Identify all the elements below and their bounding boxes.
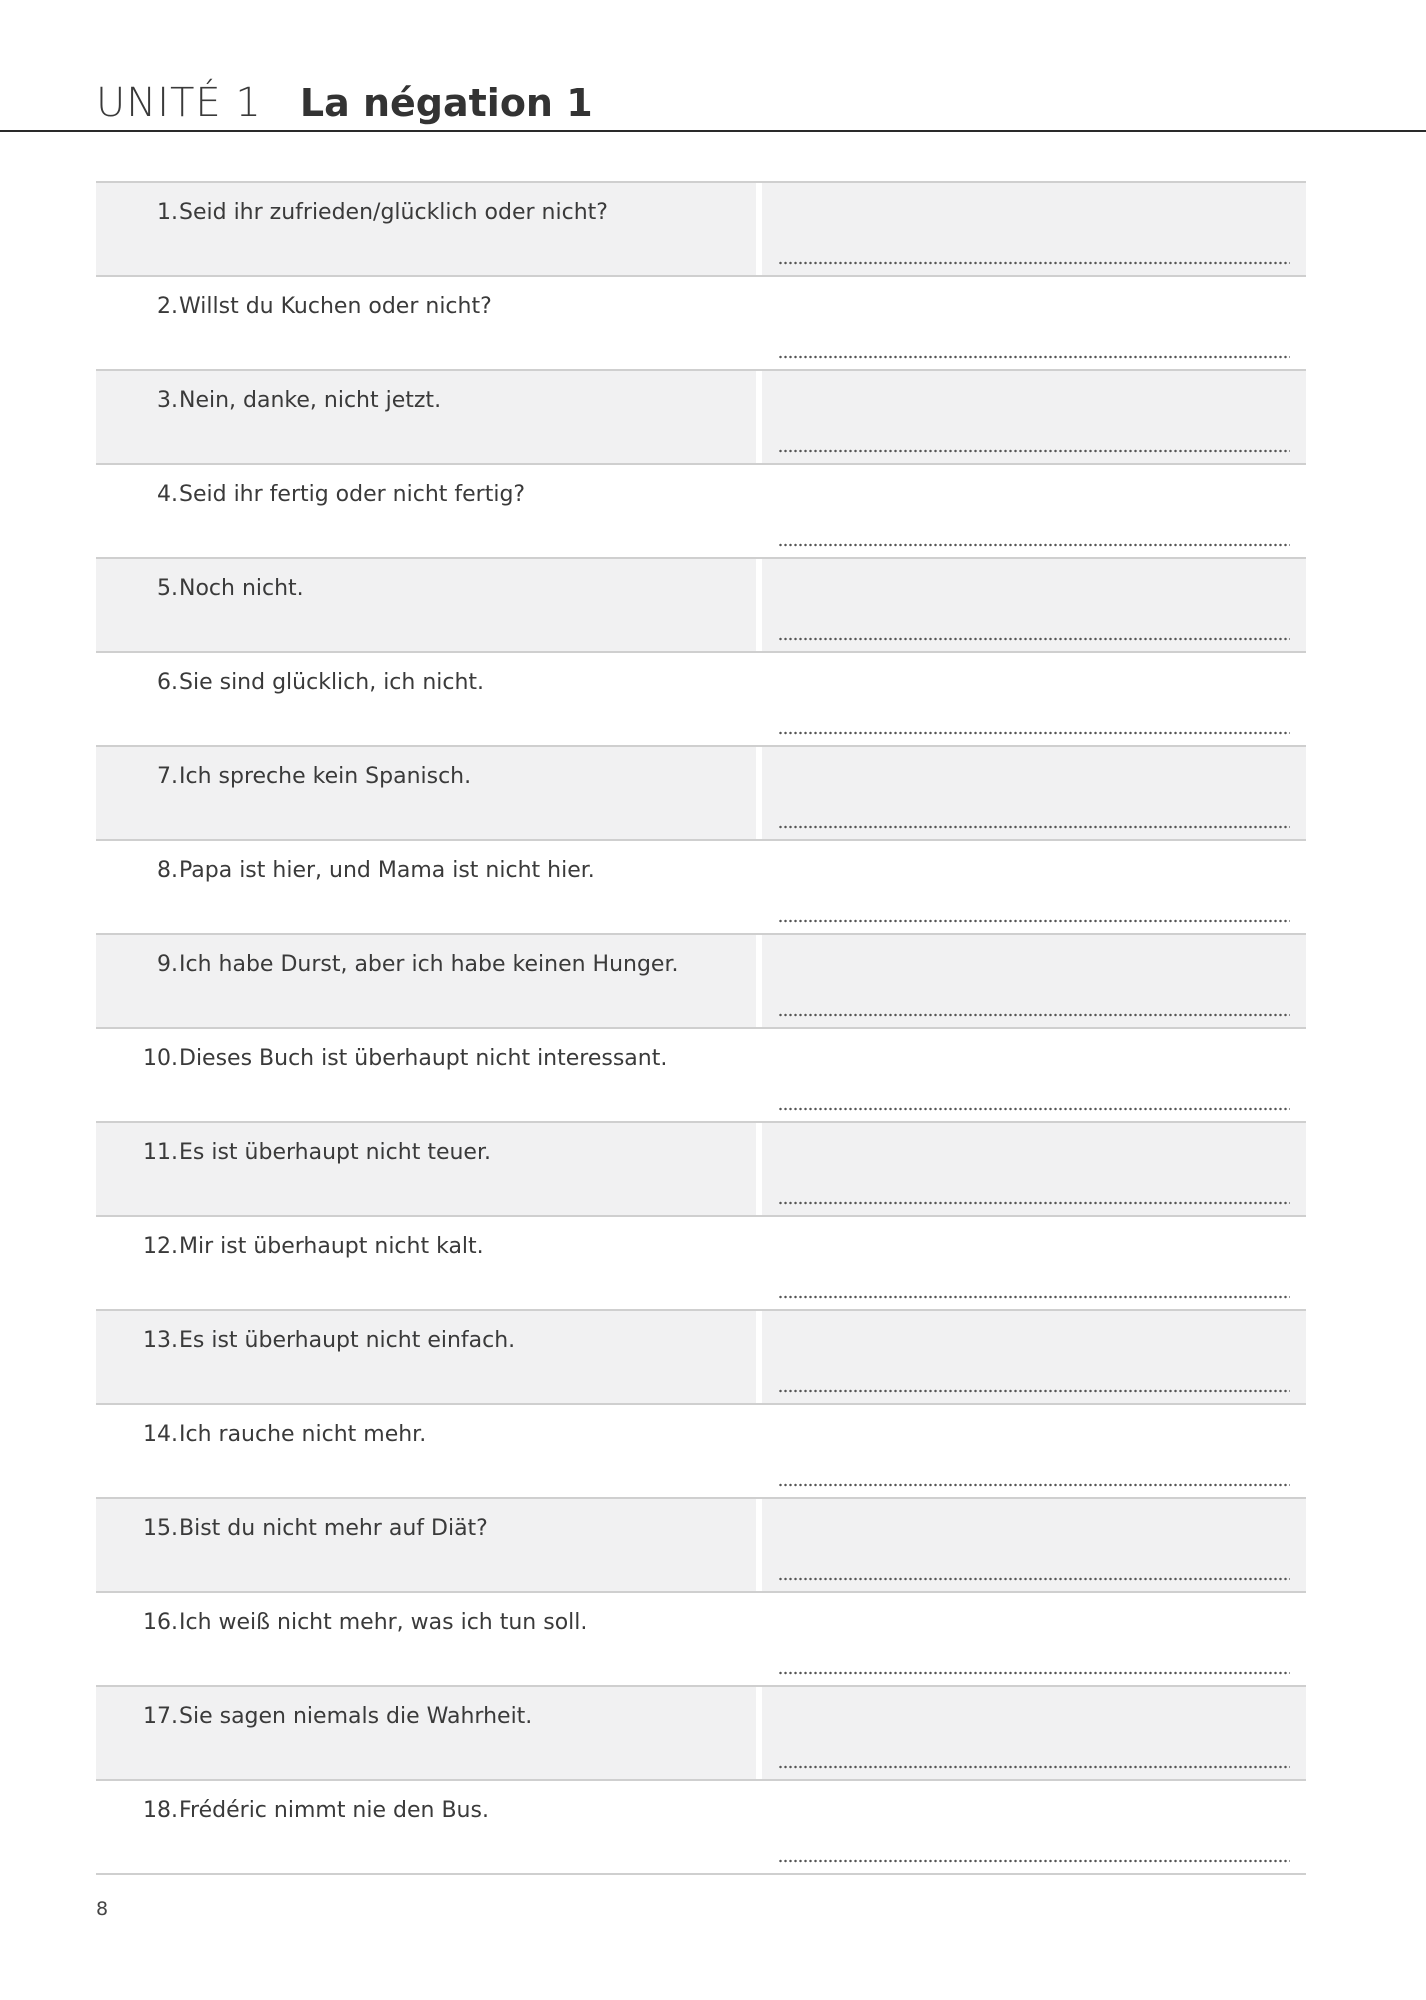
answer-cell[interactable] [762, 183, 1306, 275]
answer-cell[interactable] [762, 559, 1306, 651]
item-number: 11. [143, 1140, 178, 1165]
question-cell [96, 465, 756, 557]
answer-cell[interactable] [762, 935, 1306, 1027]
exercise-row [96, 1405, 1306, 1499]
german-sentence: Frédéric nimmt nie den Bus. [179, 1798, 489, 1823]
item-number: 2. [157, 294, 178, 319]
answer-cell[interactable] [762, 1123, 1306, 1215]
item-number: 10. [143, 1046, 178, 1071]
item-number: 4. [157, 482, 178, 507]
question-cell [96, 371, 756, 463]
answer-dotted-line [778, 1389, 1290, 1393]
exercise-row [96, 371, 1306, 465]
answer-dotted-line [778, 731, 1290, 735]
exercise-row [96, 1781, 1306, 1875]
item-number: 9. [157, 952, 178, 977]
item-number: 7. [157, 764, 178, 789]
german-sentence: Sie sind glücklich, ich nicht. [179, 670, 485, 695]
item-number: 18. [143, 1798, 178, 1823]
exercise-row [96, 841, 1306, 935]
exercise-row [96, 935, 1306, 1029]
item-number: 12. [143, 1234, 178, 1259]
answer-cell[interactable] [762, 1029, 1306, 1121]
answer-cell[interactable] [762, 277, 1306, 369]
answer-cell[interactable] [762, 1781, 1306, 1873]
answer-cell[interactable] [762, 1593, 1306, 1685]
exercise-row [96, 653, 1306, 747]
answer-dotted-line [778, 449, 1290, 453]
answer-cell[interactable] [762, 465, 1306, 557]
answer-dotted-line [778, 1765, 1290, 1769]
answer-dotted-line [778, 1483, 1290, 1487]
question-cell [96, 1499, 756, 1591]
exercise-row [96, 1029, 1306, 1123]
page-number: 8 [96, 1898, 109, 1920]
page-title: La négation 1 [299, 81, 593, 125]
german-sentence: Noch nicht. [179, 576, 304, 601]
header-divider [0, 130, 1426, 132]
item-number: 15. [143, 1516, 178, 1541]
answer-dotted-line [778, 1671, 1290, 1675]
item-number: 1. [157, 200, 178, 225]
question-cell [96, 935, 756, 1027]
german-sentence: Seid ihr fertig oder nicht fertig? [179, 482, 526, 507]
item-number: 13. [143, 1328, 178, 1353]
german-sentence: Papa ist hier, und Mama ist nicht hier. [179, 858, 595, 883]
exercise-row [96, 277, 1306, 371]
question-cell [96, 1123, 756, 1215]
german-sentence: Ich weiß nicht mehr, was ich tun soll. [179, 1610, 588, 1635]
item-number: 3. [157, 388, 178, 413]
question-cell [96, 841, 756, 933]
exercise-row [96, 747, 1306, 841]
exercise-row [96, 1499, 1306, 1593]
question-cell [96, 1781, 756, 1873]
answer-cell[interactable] [762, 747, 1306, 839]
item-number: 8. [157, 858, 178, 883]
answer-dotted-line [778, 825, 1290, 829]
german-sentence: Es ist überhaupt nicht teuer. [179, 1140, 491, 1165]
item-number: 16. [143, 1610, 178, 1635]
answer-dotted-line [778, 1295, 1290, 1299]
item-number: 17. [143, 1704, 178, 1729]
question-cell [96, 653, 756, 745]
question-cell [96, 1029, 756, 1121]
item-number: 6. [157, 670, 178, 695]
answer-cell[interactable] [762, 1311, 1306, 1403]
german-sentence: Ich spreche kein Spanisch. [179, 764, 472, 789]
answer-dotted-line [778, 1577, 1290, 1581]
german-sentence: Ich rauche nicht mehr. [179, 1422, 427, 1447]
exercise-row [96, 183, 1306, 277]
exercise-row [96, 1593, 1306, 1687]
exercise-row [96, 1687, 1306, 1781]
question-cell [96, 277, 756, 369]
answer-cell[interactable] [762, 371, 1306, 463]
exercise-row [96, 1217, 1306, 1311]
question-cell [96, 559, 756, 651]
answer-cell[interactable] [762, 1405, 1306, 1497]
question-cell [96, 1593, 756, 1685]
answer-cell[interactable] [762, 1687, 1306, 1779]
exercise-table [96, 181, 1306, 1875]
german-sentence: Dieses Buch ist überhaupt nicht interessant. [179, 1046, 668, 1071]
exercise-row [96, 559, 1306, 653]
question-cell [96, 1311, 756, 1403]
answer-dotted-line [778, 1859, 1290, 1863]
question-cell [96, 1217, 756, 1309]
question-cell [96, 183, 756, 275]
question-cell [96, 1687, 756, 1779]
answer-cell[interactable] [762, 1499, 1306, 1591]
answer-dotted-line [778, 1201, 1290, 1205]
german-sentence: Ich habe Durst, aber ich habe keinen Hunger. [179, 952, 679, 977]
question-cell [96, 747, 756, 839]
answer-dotted-line [778, 919, 1290, 923]
answer-dotted-line [778, 1107, 1290, 1111]
answer-dotted-line [778, 261, 1290, 265]
german-sentence: Nein, danke, nicht jetzt. [179, 388, 442, 413]
answer-dotted-line [778, 543, 1290, 547]
answer-cell[interactable] [762, 653, 1306, 745]
german-sentence: Sie sagen niemals die Wahrheit. [179, 1704, 533, 1729]
exercise-row [96, 1311, 1306, 1405]
exercise-row [96, 1123, 1306, 1217]
page-header [96, 80, 593, 130]
german-sentence: Es ist überhaupt nicht einfach. [179, 1328, 516, 1353]
german-sentence: Willst du Kuchen oder nicht? [179, 294, 492, 319]
german-sentence: Seid ihr zufrieden/glücklich oder nicht? [179, 200, 608, 225]
question-cell [96, 1405, 756, 1497]
answer-cell[interactable] [762, 1217, 1306, 1309]
german-sentence: Bist du nicht mehr auf Diät? [179, 1516, 488, 1541]
item-number: 5. [157, 576, 178, 601]
answer-dotted-line [778, 355, 1290, 359]
unit-label: UNITÉ 1 [96, 80, 262, 126]
answer-dotted-line [778, 1013, 1290, 1017]
answer-dotted-line [778, 637, 1290, 641]
answer-cell[interactable] [762, 841, 1306, 933]
exercise-row [96, 465, 1306, 559]
german-sentence: Mir ist überhaupt nicht kalt. [179, 1234, 484, 1259]
item-number: 14. [143, 1422, 178, 1447]
